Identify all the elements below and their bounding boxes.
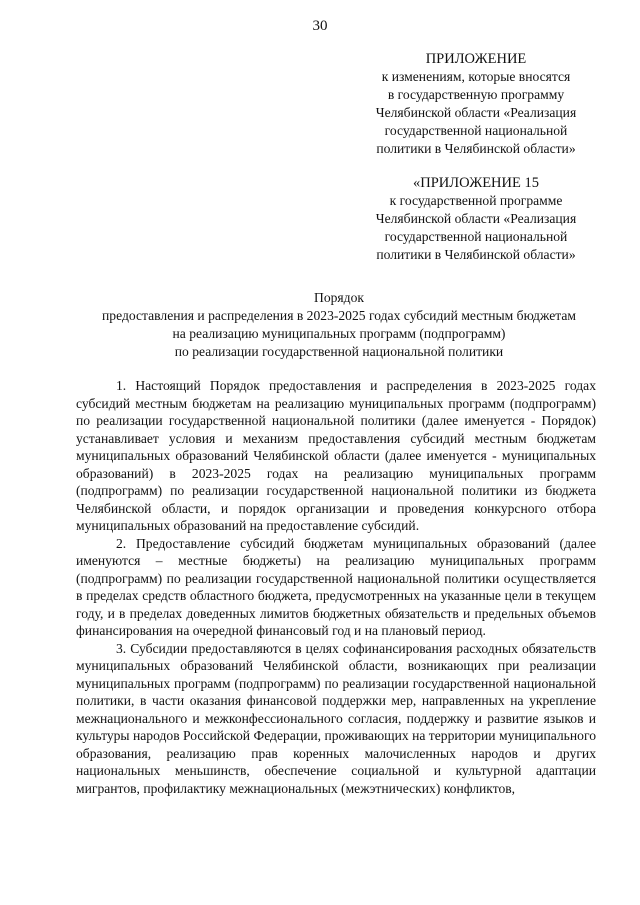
paragraph-2: 2. Предоставление субсидий бюджетам муниципальных образований (далее именуются – местные бюджеты) на реализацию муниципальных программ (подпрограмм) по реализации государственной национальной политики осуществляется в пределах средств областного бюджета, предусмотренных на указанные цели в текущем году, и в пределах доведенных лимитов бюджетных обязательств и предельных объемов финансирования на очередной финансовый год и на плановый период. [76,535,596,638]
appendix-15-header [356,174,596,264]
document-title [70,289,608,361]
document-title-line: предоставления и распределения в 2023-2025 годах субсидий местным бюджетам [102,308,576,323]
appendix-15-line: к государственной программе [389,193,563,208]
appendix-header [356,50,596,158]
appendix-15-line: государственной национальной [384,229,568,244]
appendix-15-line: Челябинской области «Реализация [375,211,577,226]
appendix-line: Челябинской области «Реализация [375,105,577,120]
appendix-15-title: «ПРИЛОЖЕНИЕ 15 [413,175,539,191]
paragraph-3: 3. Субсидии предоставляются в целях софинансирования расходных обязательств муниципальных образований Челябинской области, возникающих при реализации муниципальных программ (подпрограмм) по реализации государственной национальной политики, в части оказания финансовой поддержки мер, направленных на укрепление межнационального и межконфессионального согласия, поддержку и развитие языков и культуры народов Российской Федерации, проживающих на территории муниципального образования, реализацию прав коренных малочисленных народов и других национальных меньшинств, обеспечение социальной и культурной адаптации мигрантов, профилактику межнациональных (межэтнических) конфликтов, [76,640,596,796]
appendix-line: государственной национальной [384,123,568,138]
document-heading: Порядок [314,290,364,305]
appendix-15-line: политики в Челябинской области» [376,247,576,262]
document-title-line: по реализации государственной национальной политики [174,344,504,359]
document-body [76,377,596,797]
appendix-line: к изменениям, которые вносятся [381,69,571,84]
appendix-title: ПРИЛОЖЕНИЕ [425,51,527,67]
paragraph-1: 1. Настоящий Порядок предоставления и распределения в 2023-2025 годах субсидий местным бюджетам на реализацию муниципальных программ (подпрограмм) по реализации государственной национальной политики (далее именуется - Порядок) устанавливает условия и механизм предоставления субсидий местным бюджетам муниципальных образований Челябинской области (далее именуется - муниципальных образований) в 2023-2025 годах на реализацию муниципальных программ (подпрограмм) по реализации государственной национальной политики из бюджета Челябинской области, и порядок организации и проведения конкурсного отбора муниципальных образований на предоставление субсидий. [76,378,596,533]
document-title-line: на реализацию муниципальных программ (подпрограмм) [172,326,506,341]
appendix-line: политики в Челябинской области» [376,141,576,156]
page-number: 30 [312,18,328,34]
appendix-line: в государственную программу [387,87,565,102]
